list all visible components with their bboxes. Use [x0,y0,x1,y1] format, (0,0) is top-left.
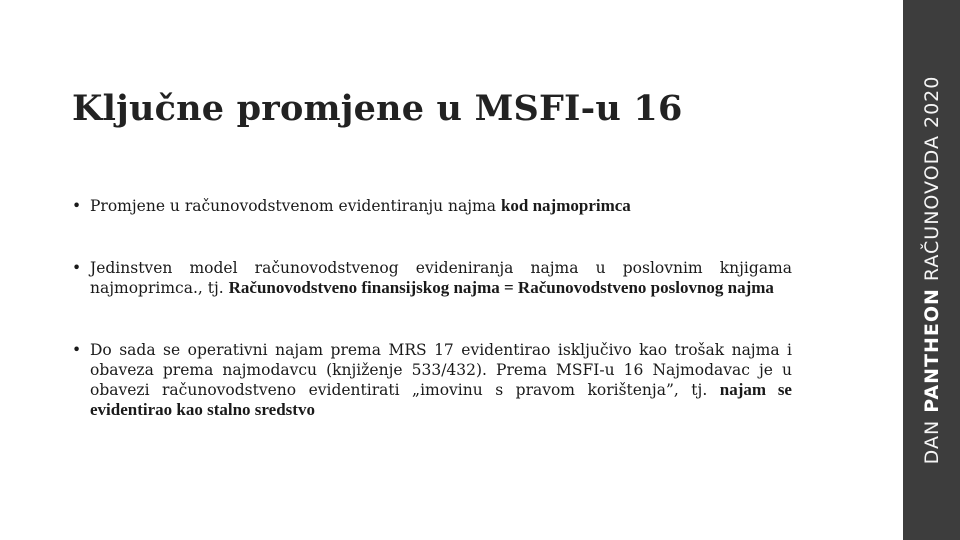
bullet-text: Jedinstven model računovodstvenog evideniranja najma u poslovnim knjigama najmoprimca., tj. [90,259,792,297]
brand-name: PANTHEON [920,288,943,413]
bullet-emphasis: najam se evidentirao kao stalno sredstvo [90,380,792,419]
event-suffix: RAČUNOVODA 2020 [920,75,943,289]
bullet-item [72,340,792,420]
bullet-item [72,258,792,298]
bullet-text: Do sada se operativni najam prema MRS 17 evidentirao isključivo kao trošak najma i obaveza prema najmodavcu (knjiženje 533/432). Prema MSFI-u 16 Najmodavac je u obavezi računovodstveno evidentirati „imovinu s pravom korištenja”, tj. [90,341,792,399]
event-branding [921,76,943,465]
event-prefix: DAN [920,412,943,465]
bullet-emphasis: Računovodstveno finansijskog najma = Računovodstveno poslovnog najma [228,278,774,297]
event-sidebar [903,0,960,540]
bullet-emphasis: kod najmoprimca [500,196,631,215]
bullet-text: Promjene u računovodstvenom evidentiranju najma [90,197,501,215]
slide-title: Ključne promjene u MSFI-u 16 [72,88,683,129]
bullet-item [72,196,792,216]
bullet-list [72,196,792,420]
